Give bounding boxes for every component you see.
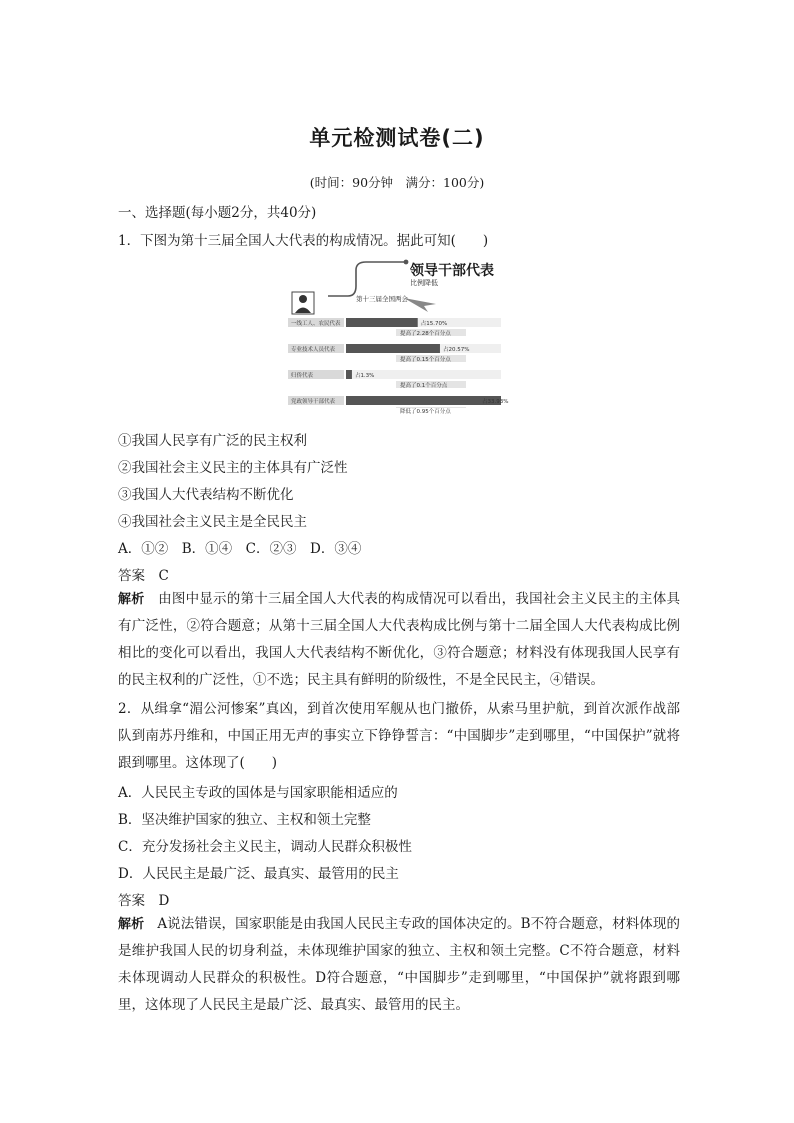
q2-analysis — [118, 911, 680, 1019]
chart-connector — [328, 262, 406, 296]
q2-option-c: C．充分发扬社会主义民主，调动人民群众积极性 — [118, 839, 412, 855]
value-label: 占20.57% — [442, 347, 470, 353]
change-label: 提高了0.15个百分点 — [400, 357, 451, 363]
change-label: 提高了0.1个百分点 — [400, 383, 448, 389]
q1-analysis — [118, 586, 680, 694]
question-1-stem: 1．下图为第十三届全国人大代表的构成情况。据此可知( ) — [118, 233, 489, 249]
bar — [346, 370, 352, 379]
bar — [346, 318, 418, 327]
value-label: 占15.70% — [420, 321, 448, 327]
page-title: 单元检测试卷(二) — [309, 126, 485, 150]
q1-option-3: ③我国人大代表结构不断优化 — [118, 487, 294, 503]
delegate-composition-chart — [286, 256, 509, 415]
q2-option-d: D．人民民主是最广泛、最真实、最管用的民主 — [118, 866, 399, 882]
analysis-label: 解析 — [118, 592, 145, 607]
avatar-head — [299, 295, 307, 303]
q2-answer: 答案 D — [118, 893, 170, 909]
category-label: 一线工人、农民代表 — [291, 321, 341, 327]
q1-option-4: ④我国社会主义民主是全民民主 — [118, 514, 307, 530]
q1-option-2: ②我国社会主义民主的主体具有广泛性 — [118, 460, 348, 476]
q1-answer: 答案 C — [118, 568, 169, 584]
arrow-icon — [404, 298, 436, 312]
analysis-text: 由图中显示的第十三届全国人大代表的构成情况可以看出，我国社会主义民主的主体具有广泛性，②符合题意；从第十三届全国人大代表构成比例与第十二届全国人大代表构成比例相比的变化可以看出，我国人大代表结构不断优化，③符合题意；材料没有体现我国人民享有的民主权利的广泛性，①不选；民主具有鲜明的阶级性，不是全民民主，④错误。 — [118, 591, 680, 688]
category-label: 归侨代表 — [291, 373, 314, 379]
category-label: 专业技术人员代表 — [291, 347, 336, 353]
q2-option-a: A．人民民主专政的国体是与国家职能相适应的 — [118, 785, 398, 801]
value-label: 占33.93% — [482, 399, 509, 405]
analysis-text: A说法错误，国家职能是由我国人民民主专政的国体决定的。B不符合题意，材料体现的是维护我国人民的切身利益，未体现维护国家的独立、主权和领土完整。C不符合题意，材料未体现调动人民群众的积极性。D符合题意，“中国脚步”走到哪里，“中国保护”就将跟到哪里，这体现了人民民主是最广泛、最真实、最管用的民主。 — [118, 916, 680, 1013]
change-label: 提高了2.28个百分点 — [400, 331, 451, 337]
q1-option-1: ①我国人民享有广泛的民主权利 — [118, 433, 307, 449]
q2-option-b: B．坚决维护国家的独立、主权和领土完整 — [118, 812, 371, 828]
analysis-label: 解析 — [118, 917, 145, 932]
bar — [346, 344, 440, 353]
category-label: 党政领导干部代表 — [291, 399, 336, 405]
q1-choices: A．①② B．①④ C．②③ D．③④ — [118, 541, 362, 557]
change-label: 降低了0.95个百分点 — [400, 409, 451, 415]
chart-title: 领导干部代表 — [410, 263, 494, 279]
chart-tag: 第十三届全国两会 — [356, 295, 408, 303]
bar — [346, 396, 501, 405]
section-heading: 一、选择题(每小题2分，共40分) — [118, 205, 317, 221]
value-label: 占1.3% — [354, 373, 375, 379]
question-2-stem: 2．从缉拿“湄公河惨案”真凶，到首次使用军舰从也门撤侨，从索马里护航，到首次派作战部队到南苏丹维和，中国正用无声的事实立下铮铮誓言：“中国脚步”走到哪里，“中国保护”就将跟到哪里。这体现了( ) — [118, 701, 680, 771]
chart-subtitle: 比例降低 — [410, 279, 438, 287]
exam-meta: (时间：90分钟 满分：100分) — [309, 175, 485, 190]
connector-dot — [404, 260, 409, 265]
